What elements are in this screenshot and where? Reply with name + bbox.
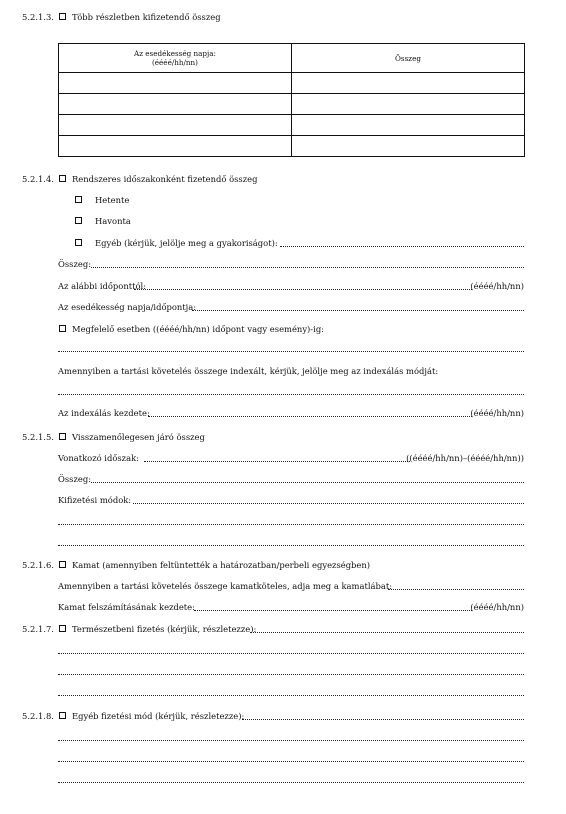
table-cell-amount[interactable] xyxy=(292,115,525,136)
label-other-frequency: Egyéb (kérjük, jelölje meg a gyakoriságot): xyxy=(95,238,278,248)
checkbox-other-frequency[interactable] xyxy=(75,239,82,246)
label-amount-retroactive: Összeg: xyxy=(58,474,92,484)
label-retroactive: Visszamenőlegesen járó összeg xyxy=(72,432,205,442)
input-other-payment-1[interactable] xyxy=(242,719,524,720)
label-monthly: Havonta xyxy=(95,216,131,226)
table-header-due-date xyxy=(59,44,292,73)
label-interest-rate: Amennyiben a tartási követelés összege kamatköteles, adja meg a kamatlábat: xyxy=(58,581,393,591)
label-other-payment: Egyéb fizetési mód (kérjük, részletezze): xyxy=(72,711,245,721)
input-other-payment-2[interactable] xyxy=(58,740,524,741)
section-number-5215: 5.2.1.5. xyxy=(22,432,54,442)
checkbox-interest[interactable] xyxy=(59,561,66,568)
checkbox-weekly[interactable] xyxy=(75,196,82,203)
label-payment-methods: Kifizetési módok: xyxy=(58,495,132,505)
checkbox-monthly[interactable] xyxy=(75,217,82,224)
checkbox-in-kind[interactable] xyxy=(59,625,66,632)
checkbox-other-payment[interactable] xyxy=(59,712,66,719)
label-if-applicable: Megfelelő esetben ((éééé/hh/nn) időpont vagy esemény)-ig: xyxy=(72,324,325,334)
table-cell-amount[interactable] xyxy=(292,136,525,157)
label-installments: Több részletben kifizetendő összeg xyxy=(72,12,221,22)
input-in-kind-2[interactable] xyxy=(58,653,524,654)
input-in-kind-1[interactable] xyxy=(250,632,524,633)
input-interest-rate[interactable] xyxy=(388,589,524,590)
label-in-kind: Természetbeni fizetés (kérjük, részletezze): xyxy=(72,624,257,634)
header-due-date-label: Az esedékesség napja: xyxy=(134,49,216,58)
section-number-5214: 5.2.1.4. xyxy=(22,174,54,184)
input-period[interactable] xyxy=(144,461,410,462)
input-amount-periodic[interactable] xyxy=(91,267,524,268)
table-cell-date[interactable] xyxy=(59,115,292,136)
input-index-start[interactable] xyxy=(148,416,472,417)
index-start-format: (éééé/hh/nn) xyxy=(470,408,524,418)
input-payment-methods-2[interactable] xyxy=(58,524,524,525)
input-other-payment-3[interactable] xyxy=(58,761,524,762)
input-payment-methods-1[interactable] xyxy=(133,503,524,504)
installments-table xyxy=(58,43,525,157)
table-cell-amount[interactable] xyxy=(292,73,525,94)
input-if-applicable[interactable] xyxy=(58,351,524,352)
checkbox-periodic[interactable] xyxy=(59,175,66,182)
table-cell-date[interactable] xyxy=(59,136,292,157)
input-due-date[interactable] xyxy=(192,310,524,311)
label-interest: Kamat (amennyiben feltüntették a határozatban/perbeli egyezségben) xyxy=(72,560,371,570)
table-cell-date[interactable] xyxy=(59,94,292,115)
header-due-date-format: (éééé/hh/nn) xyxy=(152,58,198,67)
section-number-5213: 5.2.1.3. xyxy=(22,12,54,22)
period-format: ((éééé/hh/nn)–(éééé/hh/nn)) xyxy=(406,453,524,463)
section-number-5216: 5.2.1.6. xyxy=(22,560,54,570)
input-indexed[interactable] xyxy=(58,394,524,395)
table-header-amount: Összeg xyxy=(292,44,525,73)
label-due-date: Az esedékesség napja/időpontja: xyxy=(58,302,197,312)
checkbox-installments[interactable] xyxy=(59,13,66,20)
label-periodic: Rendszeres időszakonként fizetendő összeg xyxy=(72,174,258,184)
label-period: Vonatkozó időszak: xyxy=(58,453,139,463)
checkbox-if-applicable[interactable] xyxy=(59,325,66,332)
input-interest-start[interactable] xyxy=(194,610,472,611)
label-indexed: Amennyiben a tartási követelés összege indexált, kérjük, jelölje meg az indexálás módját: xyxy=(58,366,439,376)
table-cell-amount[interactable] xyxy=(292,94,525,115)
label-from-date: Az alábbi időponttól: xyxy=(58,281,147,291)
section-number-5218: 5.2.1.8. xyxy=(22,711,54,721)
input-in-kind-3[interactable] xyxy=(58,674,524,675)
checkbox-retroactive[interactable] xyxy=(59,433,66,440)
input-in-kind-4[interactable] xyxy=(58,695,524,696)
interest-start-format: (éééé/hh/nn) xyxy=(470,602,524,612)
input-from-date[interactable] xyxy=(134,289,472,290)
label-amount-periodic: Összeg: xyxy=(58,259,92,269)
label-interest-start: Kamat felszámításának kezdete: xyxy=(58,602,195,612)
input-other-frequency[interactable] xyxy=(280,246,524,247)
input-payment-methods-3[interactable] xyxy=(58,545,524,546)
label-index-start: Az indexálás kezdete: xyxy=(58,408,150,418)
section-number-5217: 5.2.1.7. xyxy=(22,624,54,634)
label-weekly: Hetente xyxy=(95,195,130,205)
input-other-payment-4[interactable] xyxy=(58,782,524,783)
input-amount-retroactive[interactable] xyxy=(91,482,524,483)
from-date-format: (éééé/hh/nn) xyxy=(470,281,524,291)
table-cell-date[interactable] xyxy=(59,73,292,94)
